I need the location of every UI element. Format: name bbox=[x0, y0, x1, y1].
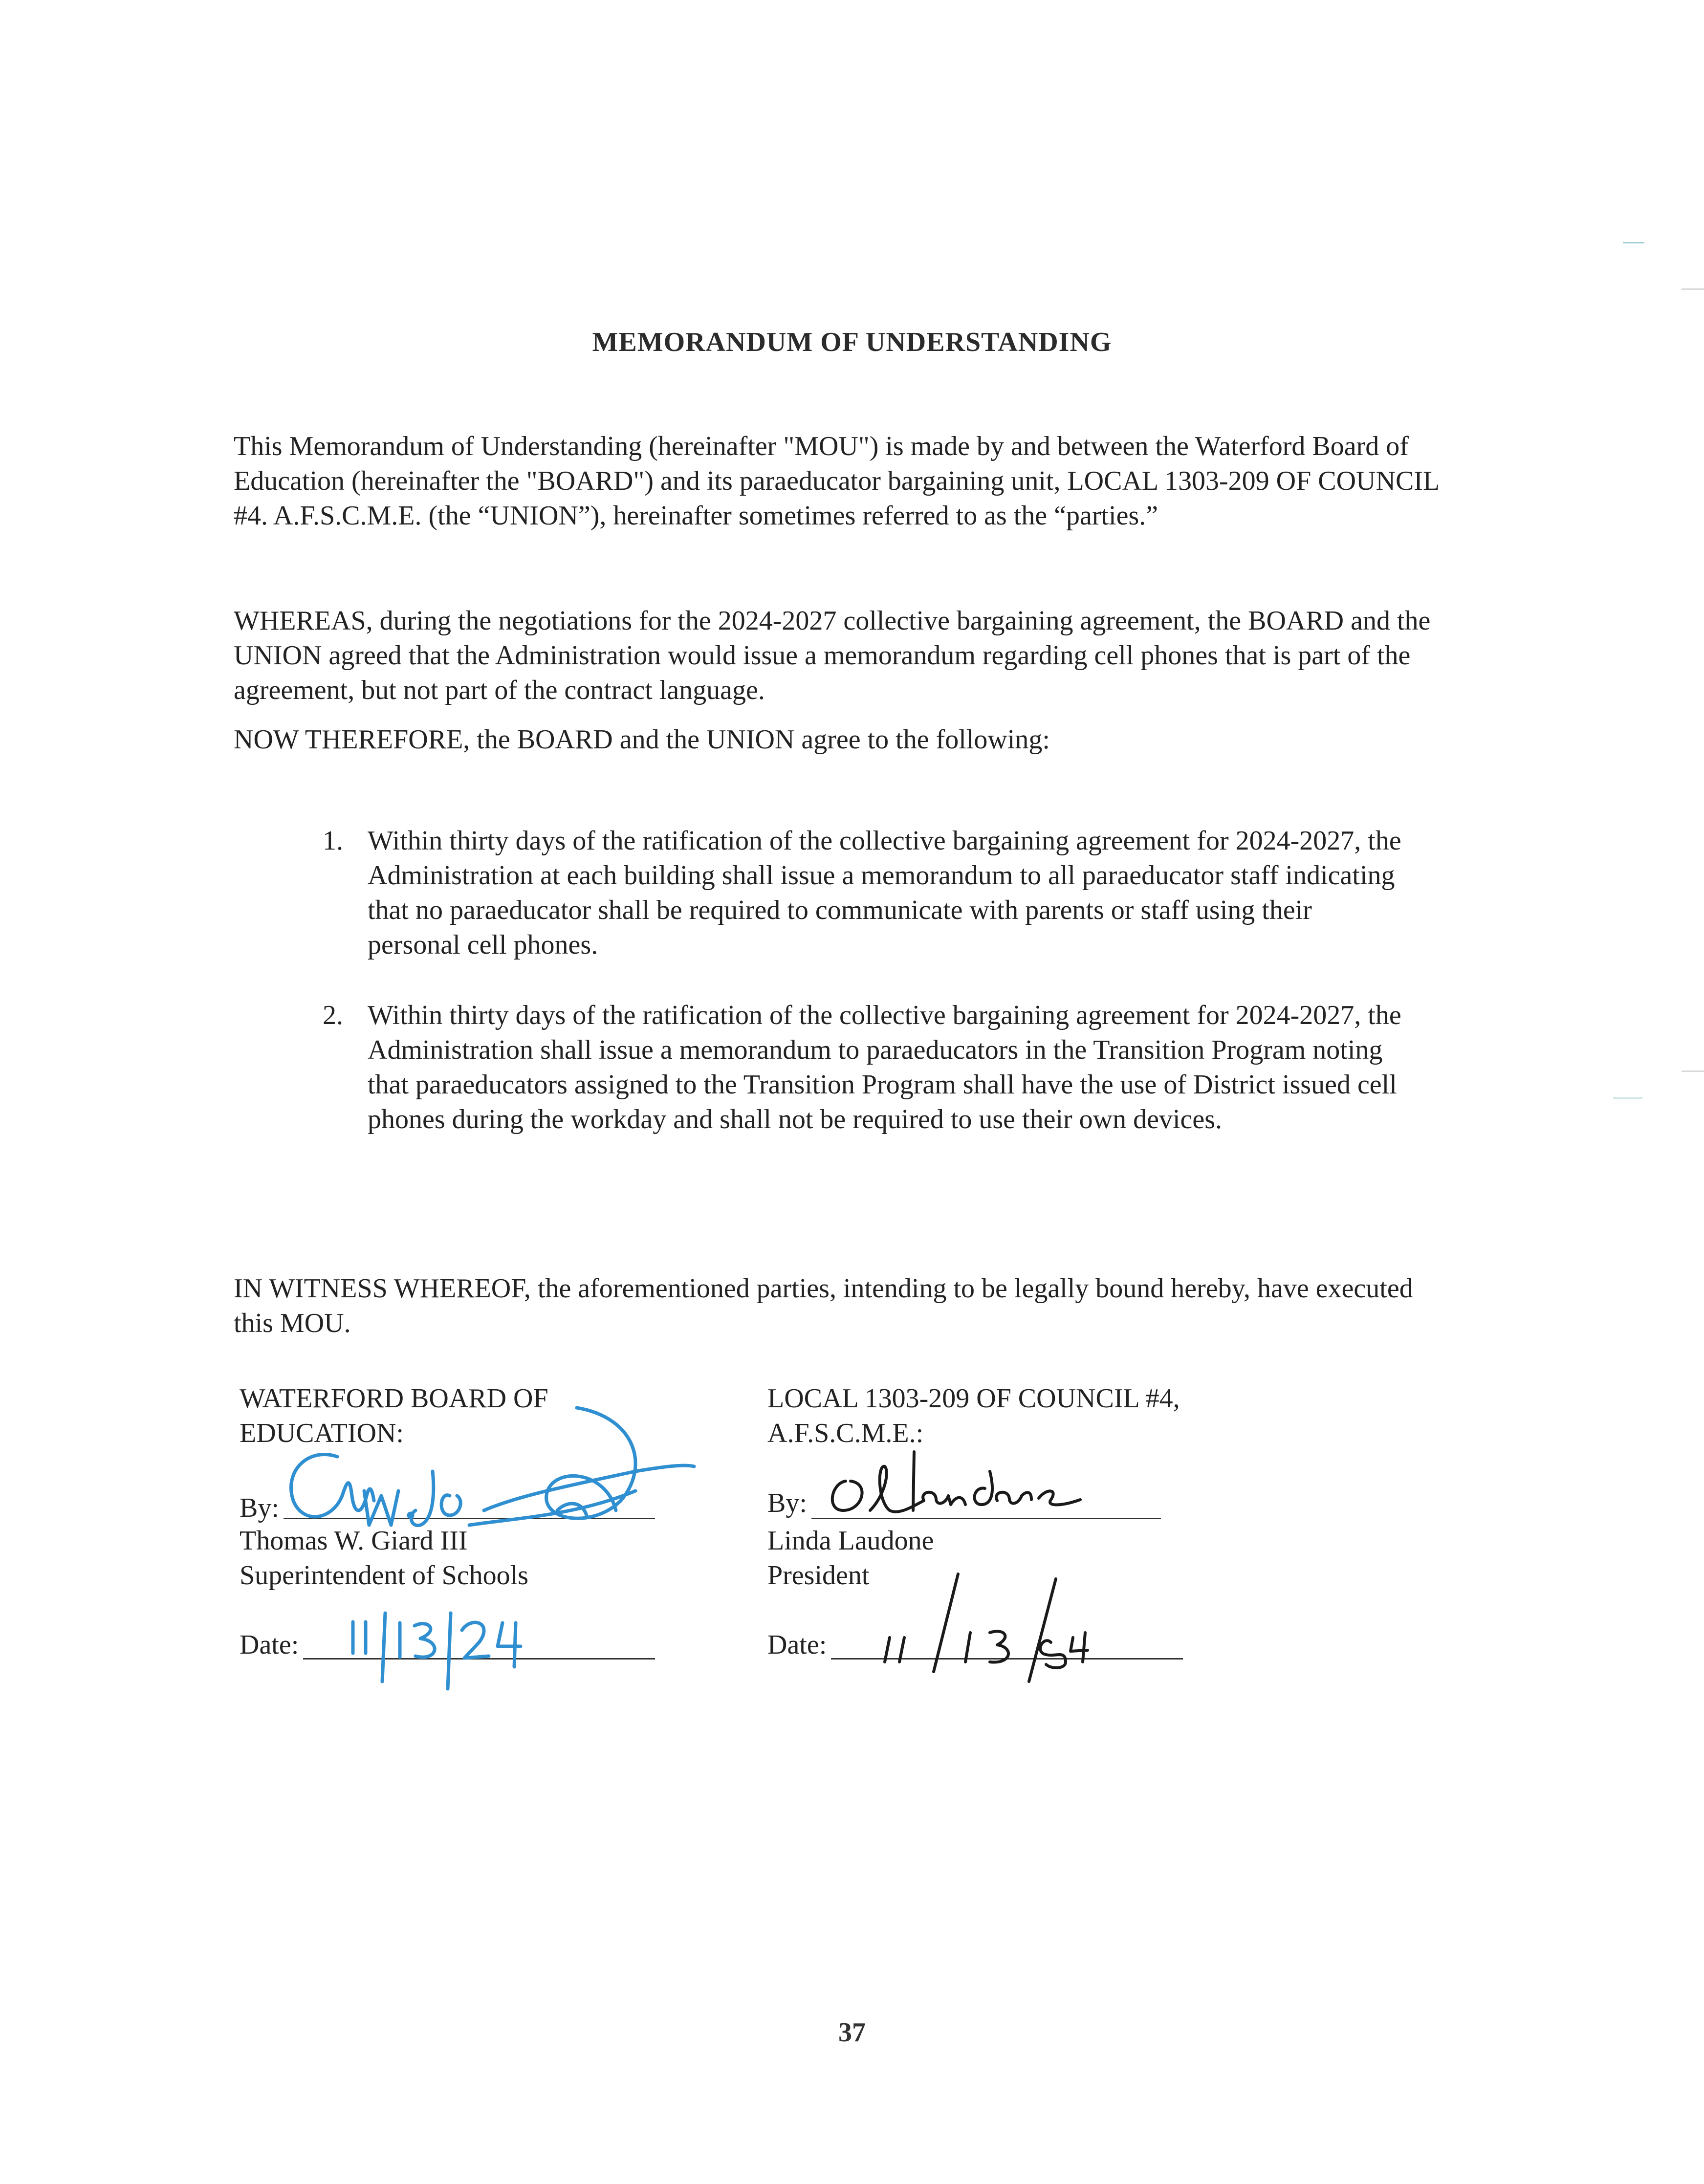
document-title: MEMORANDUM OF UNDERSTANDING bbox=[592, 327, 1112, 357]
list-item-number: 2. bbox=[323, 1000, 343, 1030]
union-handwritten-date bbox=[865, 1564, 1119, 1691]
board-handwritten-date bbox=[342, 1608, 547, 1696]
board-org-line2: EDUCATION: bbox=[240, 1418, 404, 1448]
intro-paragraph: This Memorandum of Understanding (hereinafter "MOU") is made by and between the Waterford Board of Education (hereinafter the "BOARD") and its paraeducator bargaining unit, LOCAL 1303-209 OF COUNCIL #4. A.F.S.C.M.E. (the “UNION”), hereinafter sometimes referred to as the “parties.” bbox=[234, 431, 1439, 531]
union-by-label: By: bbox=[767, 1488, 807, 1518]
scan-mark bbox=[1613, 1097, 1642, 1099]
list-item-text: Within thirty days of the ratification of the collective bargaining agreement for 2024-2027, the Administration at each building shall issue a memorandum to all paraeducator staff indicating that no paraeducator shall be required to communicate with parents or staff using their personal cell phones. bbox=[368, 826, 1401, 960]
scan-mark bbox=[1682, 288, 1704, 290]
list-item-number: 1. bbox=[323, 826, 343, 856]
page-number: 37 bbox=[838, 2017, 866, 2048]
board-by-label: By: bbox=[240, 1493, 279, 1523]
board-signature-image bbox=[264, 1398, 704, 1559]
union-org-line1: LOCAL 1303-209 OF COUNCIL #4, bbox=[767, 1383, 1180, 1414]
union-date-label: Date: bbox=[767, 1630, 827, 1660]
now-therefore-paragraph: NOW THEREFORE, the BOARD and the UNION agree to the following: bbox=[234, 724, 1050, 755]
union-signer-name: Linda Laudone bbox=[767, 1526, 934, 1556]
list-item-text: Within thirty days of the ratification of the collective bargaining agreement for 2024-2027, the Administration shall issue a memorandum to paraeducators in the Transition Program noting that paraeducators assigned to the Transition Program shall have the use of District issued cell phones during the workday and shall not be required to use their own devices. bbox=[368, 1000, 1401, 1135]
union-signature-image bbox=[816, 1442, 1090, 1525]
board-signer-role: Superintendent of Schools bbox=[240, 1560, 529, 1591]
union-signer-role: President bbox=[767, 1560, 870, 1591]
board-org-line1: WATERFORD BOARD OF bbox=[240, 1383, 548, 1414]
whereas-paragraph: WHEREAS, during the negotiations for the 2024-2027 collective bargaining agreement, the BOARD and the UNION agreed that the Administration would issue a memorandum regarding cell phones that is part of the agreement, but not part of the contract language. bbox=[234, 606, 1431, 705]
scan-mark bbox=[1682, 1070, 1704, 1072]
scan-mark bbox=[1623, 242, 1644, 243]
witness-paragraph: IN WITNESS WHEREOF, the aforementioned parties, intending to be legally bound hereby, have executed this MOU. bbox=[234, 1273, 1413, 1338]
board-date-label: Date: bbox=[240, 1630, 299, 1660]
board-signer-name: Thomas W. Giard III bbox=[240, 1526, 468, 1556]
union-org-line2: A.F.S.C.M.E.: bbox=[767, 1418, 924, 1448]
